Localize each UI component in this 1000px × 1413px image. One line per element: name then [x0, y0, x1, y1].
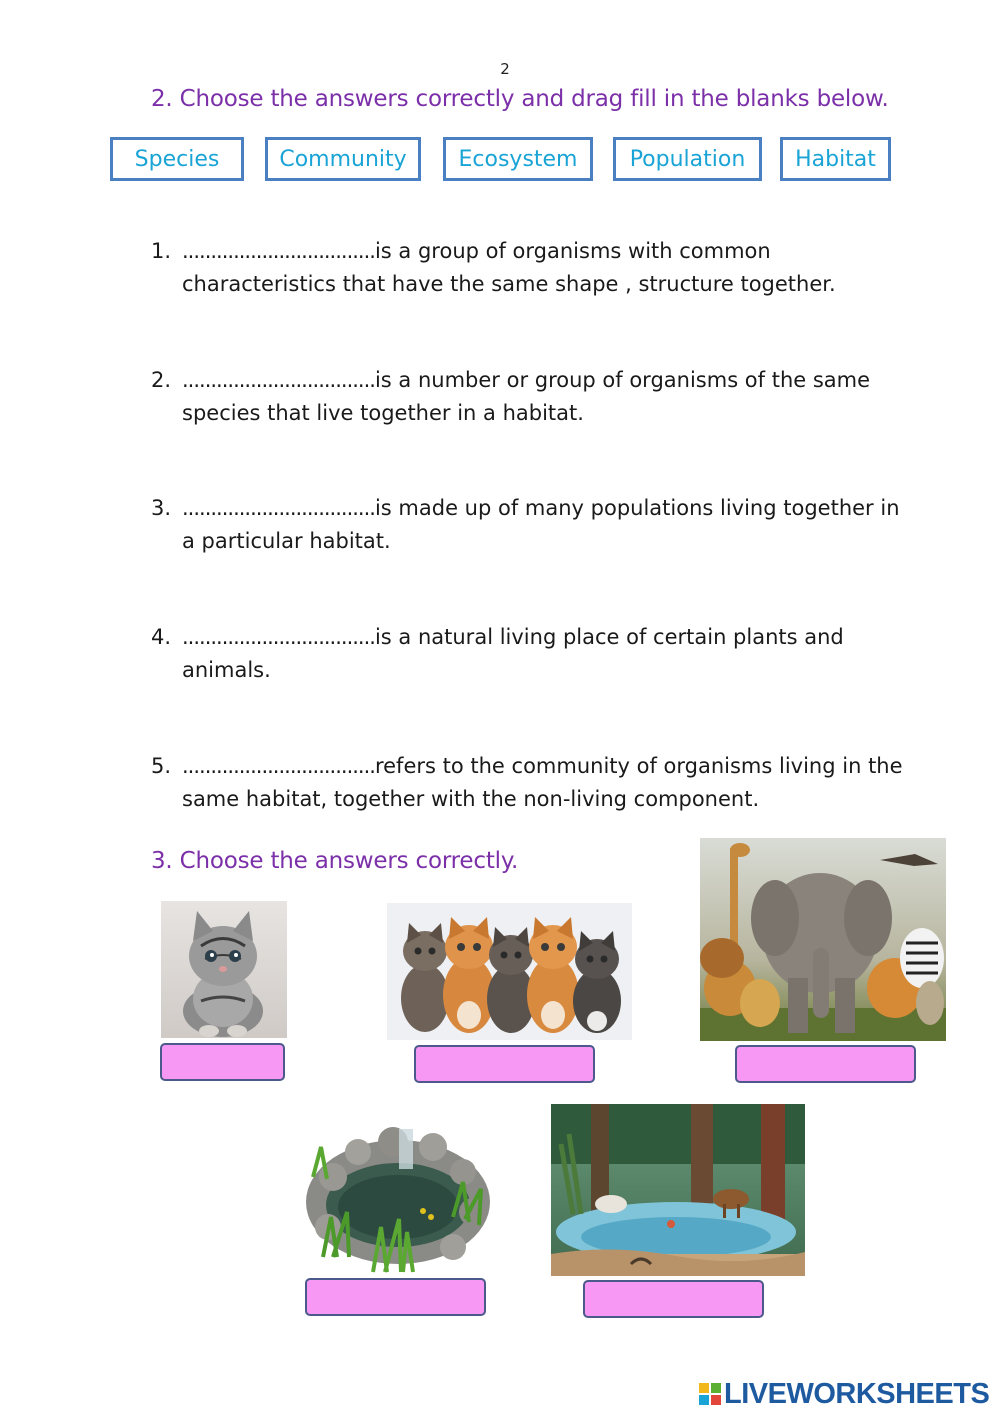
word-chip-habitat[interactable]: Habitat [780, 137, 891, 181]
word-chip-species[interactable]: Species [110, 137, 244, 181]
question-text: is a number or group of organisms of the same species that live together in a habitat. [182, 368, 871, 425]
animals-community-image [700, 838, 946, 1041]
ecosystem-image [551, 1104, 805, 1276]
question-text: is a group of organisms with common characteristics that have the same shape , structure together. [182, 239, 836, 296]
word-chip-ecosystem[interactable]: Ecosystem [443, 137, 593, 181]
liveworksheets-logo-text: LIVEWORKSHEETS [724, 1377, 990, 1410]
question-number: 5. [151, 754, 172, 778]
answer-blank-4[interactable]: .................................. [182, 625, 375, 649]
question-number: 2. [151, 368, 172, 392]
question-number: 1. [151, 239, 172, 263]
section-3-heading: 3. Choose the answers correctly. [151, 848, 519, 874]
answer-drop-box-5[interactable] [583, 1280, 764, 1318]
pond-habitat-image [303, 1107, 493, 1275]
answer-drop-box-4[interactable] [305, 1278, 486, 1316]
answer-blank-3[interactable]: .................................. [182, 496, 375, 520]
kitten-image [161, 901, 287, 1038]
question-number: 4. [151, 625, 172, 649]
answer-blank-2[interactable]: .................................. [182, 368, 375, 392]
word-chip-population[interactable]: Population [613, 137, 762, 181]
word-chip-community[interactable]: Community [265, 137, 421, 181]
answer-blank-5[interactable]: .................................. [182, 754, 375, 778]
kittens-group-image [387, 903, 632, 1040]
liveworksheets-branding [699, 1378, 989, 1410]
liveworksheets-logo-icon [699, 1383, 721, 1405]
question-text: is a natural living place of certain plants and animals. [182, 625, 844, 682]
question-text: is made up of many populations living together in a particular habitat. [182, 496, 900, 553]
answer-drop-box-1[interactable] [160, 1043, 285, 1081]
answer-drop-box-3[interactable] [735, 1045, 916, 1083]
answer-blank-1[interactable]: .................................. [182, 239, 375, 263]
page-number: 2 [500, 60, 510, 78]
section-2-heading: 2. Choose the answers correctly and drag fill in the blanks below. [151, 86, 889, 112]
question-text: refers to the community of organisms living in the same habitat, together with the non-living component. [182, 754, 903, 811]
answer-drop-box-2[interactable] [414, 1045, 595, 1083]
question-number: 3. [151, 496, 172, 520]
